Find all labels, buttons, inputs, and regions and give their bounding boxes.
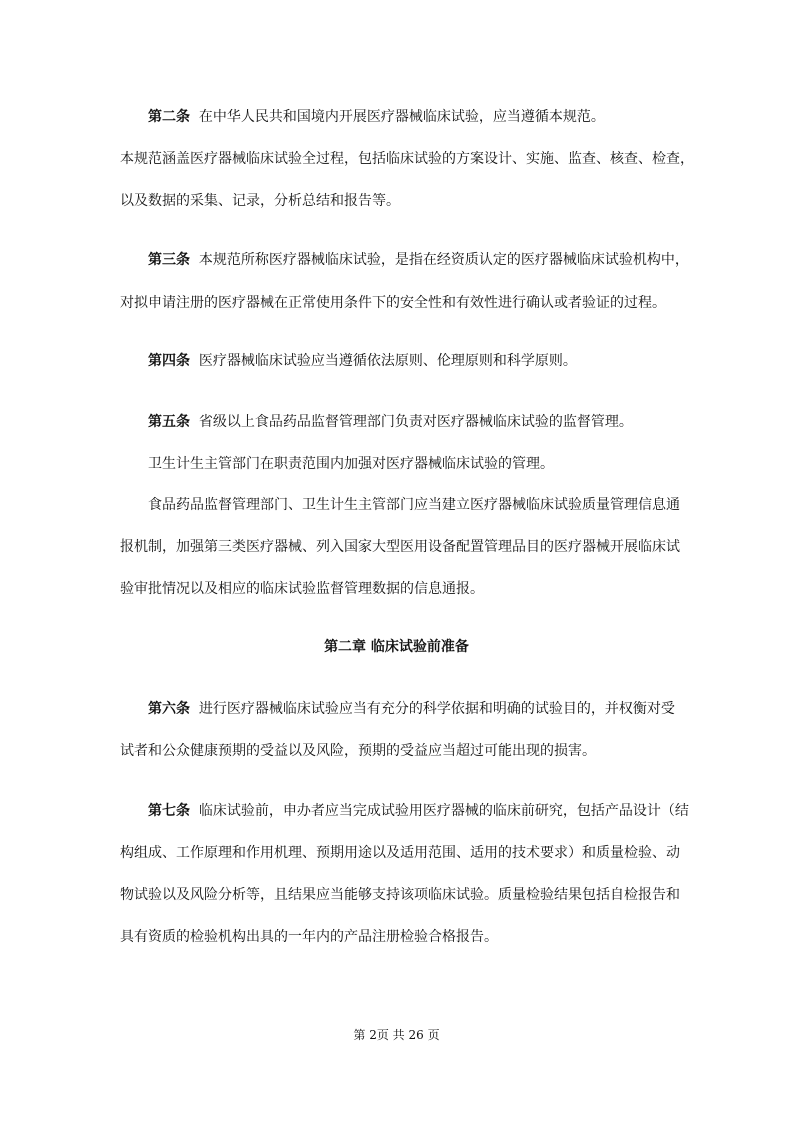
article-2-line-1 bbox=[148, 108, 680, 126]
article-3-line-1 bbox=[148, 251, 689, 269]
article-5-line-2: 卫生计生主管部门在职责范围内加强对医疗器械临床试验的管理。 bbox=[148, 456, 554, 472]
article-7-line-3: 物试验以及风险分析等，且结果应当能够支持该项临床试验。质量检验结果包括自检报告和 bbox=[120, 887, 680, 903]
article-6-label: 第六条 bbox=[148, 701, 190, 717]
article-6-line-1 bbox=[148, 700, 680, 718]
article-3-text-1: 本规范所称医疗器械临床试验，是指在经资质认定的医疗器械临床试验机构中， bbox=[198, 252, 689, 268]
article-7-text-1: 临床试验前，申办者应当完成试验用医疗器械的临床前研究，包括产品设计（结 bbox=[198, 803, 689, 819]
article-4-text-1: 医疗器械临床试验应当遵循依法原则、伦理原则和科学原则。 bbox=[198, 353, 577, 369]
article-5-line-4: 报机制，加强第三类医疗器械、列入国家大型医用设备配置管理品目的医疗器械开展临床试 bbox=[120, 539, 680, 555]
article-5-line-3: 食品药品监督管理部门、卫生计生主管部门应当建立医疗器械临床试验质量管理信息通 bbox=[148, 497, 680, 513]
page-number-footer: 第 2页 共 26 页 bbox=[353, 1028, 440, 1042]
article-3-line-2: 对拟申请注册的医疗器械在正常使用条件下的安全性和有效性进行确认或者验证的过程。 bbox=[120, 295, 666, 311]
article-6-line-2: 试者和公众健康预期的受益以及风险，预期的受益应当超过可能出现的损害。 bbox=[120, 743, 596, 759]
article-7-line-4: 具有资质的检验机构出具的一年内的产品注册检验合格报告。 bbox=[120, 929, 498, 945]
article-4-label: 第四条 bbox=[148, 353, 190, 369]
article-5-line-1 bbox=[148, 413, 680, 431]
chapter-heading: 第二章 临床试验前准备 bbox=[324, 639, 469, 655]
article-3-label: 第三条 bbox=[148, 252, 190, 268]
article-2-line-2: 本规范涵盖医疗器械临床试验全过程，包括临床试验的方案设计、实施、监查、核查、检查， bbox=[120, 151, 694, 167]
article-5-line-5: 验审批情况以及相应的临床试验监督管理数据的信息通报。 bbox=[120, 581, 484, 597]
article-4-line-1 bbox=[148, 352, 680, 370]
article-2-line-3: 以及数据的采集、记录，分析总结和报告等。 bbox=[120, 193, 400, 209]
article-5-label: 第五条 bbox=[148, 414, 190, 430]
article-2-text-1: 在中华人民共和国境内开展医疗器械临床试验，应当遵循本规范。 bbox=[198, 109, 605, 125]
article-7-line-2: 构组成、工作原理和作用机理、预期用途以及适用范围、适用的技术要求）和质量检验、动 bbox=[120, 845, 680, 861]
article-5-text-1: 省级以上食品药品监督管理部门负责对医疗器械临床试验的监督管理。 bbox=[198, 414, 633, 430]
article-7-label: 第七条 bbox=[148, 803, 190, 819]
article-6-text-1: 进行医疗器械临床试验应当有充分的科学依据和明确的试验目的，并权衡对受 bbox=[198, 701, 675, 717]
article-7-line-1 bbox=[148, 802, 689, 820]
article-2-label: 第二条 bbox=[148, 109, 190, 125]
